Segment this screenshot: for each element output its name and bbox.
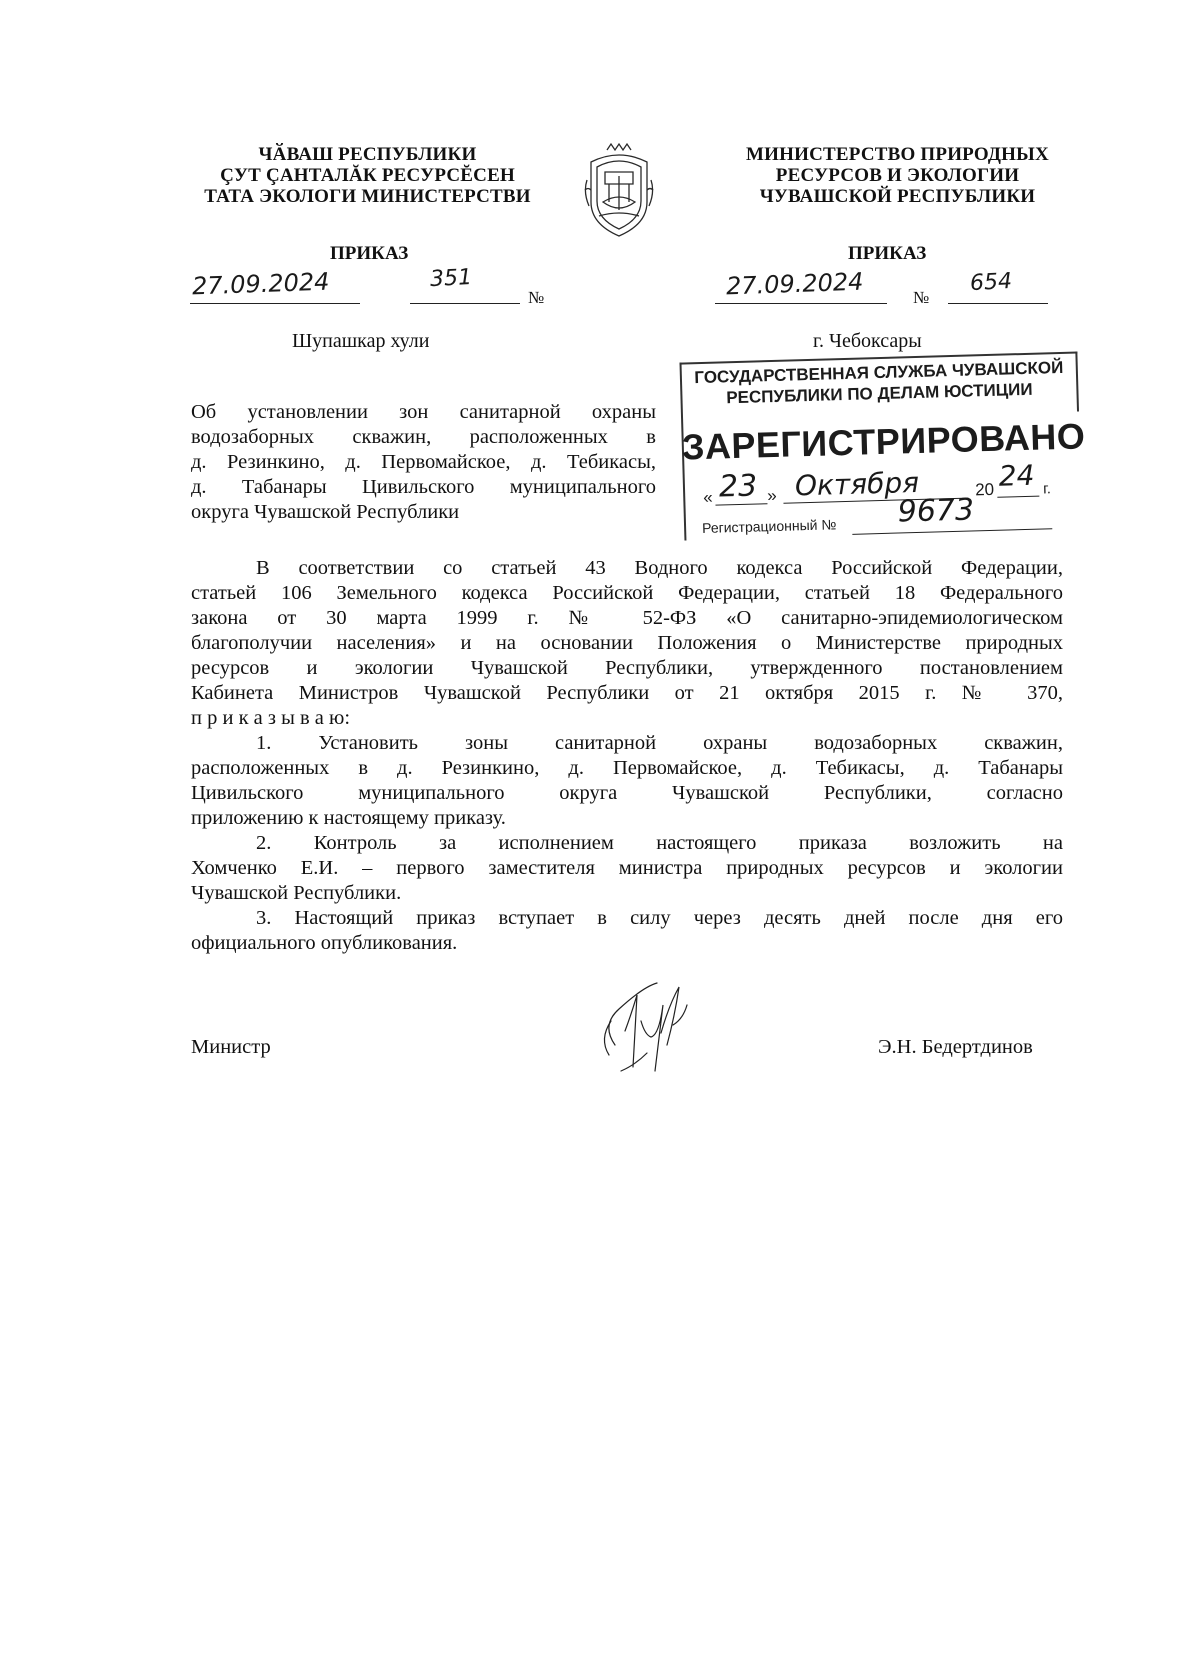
item-line: 2. Контроль за исполнением настоящего приказа возложить на xyxy=(256,832,1063,854)
order-item-2 xyxy=(191,831,1063,906)
stamp-reg-label: Регистрационный № xyxy=(701,516,837,537)
subject-line: Об установлении зон санитарной охраны xyxy=(191,401,656,423)
order-item-3 xyxy=(191,906,1063,956)
subject-line: округа Чувашской Республики xyxy=(191,501,460,523)
signatory-title: Министр xyxy=(191,1036,271,1058)
header-left-line: ÇУТ ÇАНТАЛĂК РЕСУРСĔСЕН xyxy=(220,165,515,186)
stamp-year-underline xyxy=(997,496,1039,498)
preamble-line: статьей 106 Земельного кодекса Российской Федерации, статьей 18 Федерального xyxy=(191,582,1063,604)
header-left-line: ТАТА ЭКОЛОГИ МИНИСТЕРСТВИ xyxy=(204,186,531,207)
order-number-left-underline xyxy=(410,303,520,304)
preamble-line: Кабинета Министров Чувашской Республики от 21 октября 2015 г. № 370, xyxy=(191,682,1063,704)
item-line: расположенных в д. Резинкино, д. Первомайское, д. Тебикасы, д. Табанары xyxy=(191,757,1063,779)
header-right-line: МИНИСТЕРСТВО ПРИРОДНЫХ xyxy=(746,144,1049,165)
header-right-org-name xyxy=(715,144,1080,207)
place-left: Шупашкар хули xyxy=(292,330,430,352)
stamp-agency-line-2: РЕСПУБЛИКИ ПО ДЕЛАМ ЮСТИЦИИ xyxy=(726,379,1033,408)
order-number-left: 351 xyxy=(429,264,473,293)
preamble-line: п р и к а з ы в а ю: xyxy=(191,707,351,729)
stamp-reg-number: 9673 xyxy=(897,492,975,530)
order-label-left: ПРИКАЗ xyxy=(330,243,409,264)
item-line: официального опубликования. xyxy=(191,932,458,954)
order-number-right: 654 xyxy=(969,268,1013,297)
preamble-line: закона от 30 марта 1999 г. № 52-ФЗ «О санитарно-эпидемиологическом xyxy=(191,607,1063,629)
preamble-line: ресурсов и экологии Чувашской Республики, утвержденного постановлением xyxy=(191,657,1063,679)
stamp-year-prefix: 20 xyxy=(974,479,995,500)
item-line: Хомченко Е.И. – первого заместителя министра природных ресурсов и экологии xyxy=(191,857,1063,879)
order-date-left-underline xyxy=(190,303,360,304)
item-line: Цивильского муниципального округа Чувашской Республики, согласно xyxy=(191,782,1063,804)
chuvash-emblem-icon xyxy=(581,140,657,240)
order-subject xyxy=(191,400,656,525)
subject-line: водозаборных скважин, расположенных в xyxy=(191,426,656,448)
stamp-open-quote: « xyxy=(703,487,714,507)
header-left-line: ЧӐВАШ РЕСПУБЛИКИ xyxy=(258,144,477,165)
stamp-day: 23 xyxy=(718,468,758,505)
order-item-1 xyxy=(191,731,1063,831)
item-line: Чувашской Республики. xyxy=(191,882,402,904)
stamp-title: ЗАРЕГИСТРИРОВАНО xyxy=(681,415,1086,468)
signatory-name: Э.Н. Бедертдинов xyxy=(878,1036,1033,1058)
preamble-paragraph xyxy=(191,556,1063,731)
header-right-line: ЧУВАШСКОЙ РЕСПУБЛИКИ xyxy=(759,186,1036,207)
stamp-agency-line-1: ГОСУДАРСТВЕННАЯ СЛУЖБА ЧУВАШСКОЙ xyxy=(694,357,1064,388)
order-number-right-underline xyxy=(948,303,1048,304)
stamp-day-underline xyxy=(715,503,767,505)
order-date-left: 27.09.2024 xyxy=(191,267,330,301)
stamp-close-quote: » xyxy=(766,485,777,506)
order-date-right: 27.09.2024 xyxy=(725,267,864,301)
preamble-line: В соответствии со статьей 43 Водного кодекса Российской Федерации, xyxy=(256,557,1063,579)
item-line: 1. Установить зоны санитарной охраны водозаборных скважин, xyxy=(256,732,1063,754)
header-right-line: РЕСУРСОВ И ЭКОЛОГИИ xyxy=(775,165,1020,186)
stamp-year-suffix: 24 xyxy=(998,458,1035,493)
subject-line: д. Табанары Цивильского муниципального xyxy=(191,476,656,498)
item-line: 3. Настоящий приказ вступает в силу через десять дней после дня его xyxy=(256,907,1063,929)
handwritten-signature-icon xyxy=(595,975,705,1075)
number-sign-left: № xyxy=(528,288,545,307)
item-line: приложению к настоящему приказу. xyxy=(191,807,506,829)
preamble-line: благополучии населения» и на основании Положения о Министерстве природных xyxy=(191,632,1063,654)
order-date-right-underline xyxy=(715,303,887,304)
registration-stamp xyxy=(679,351,1086,547)
number-sign-right: № xyxy=(913,288,930,307)
order-label-right: ПРИКАЗ xyxy=(848,243,927,264)
subject-line: д. Резинкино, д. Первомайское, д. Тебикасы, xyxy=(191,451,656,473)
stamp-reg-underline xyxy=(852,528,1052,535)
place-right: г. Чебоксары xyxy=(813,330,922,352)
stamp-month: Октября xyxy=(794,465,920,503)
header-left-org-name xyxy=(185,144,550,207)
stamp-year-unit: г. xyxy=(1042,480,1052,498)
